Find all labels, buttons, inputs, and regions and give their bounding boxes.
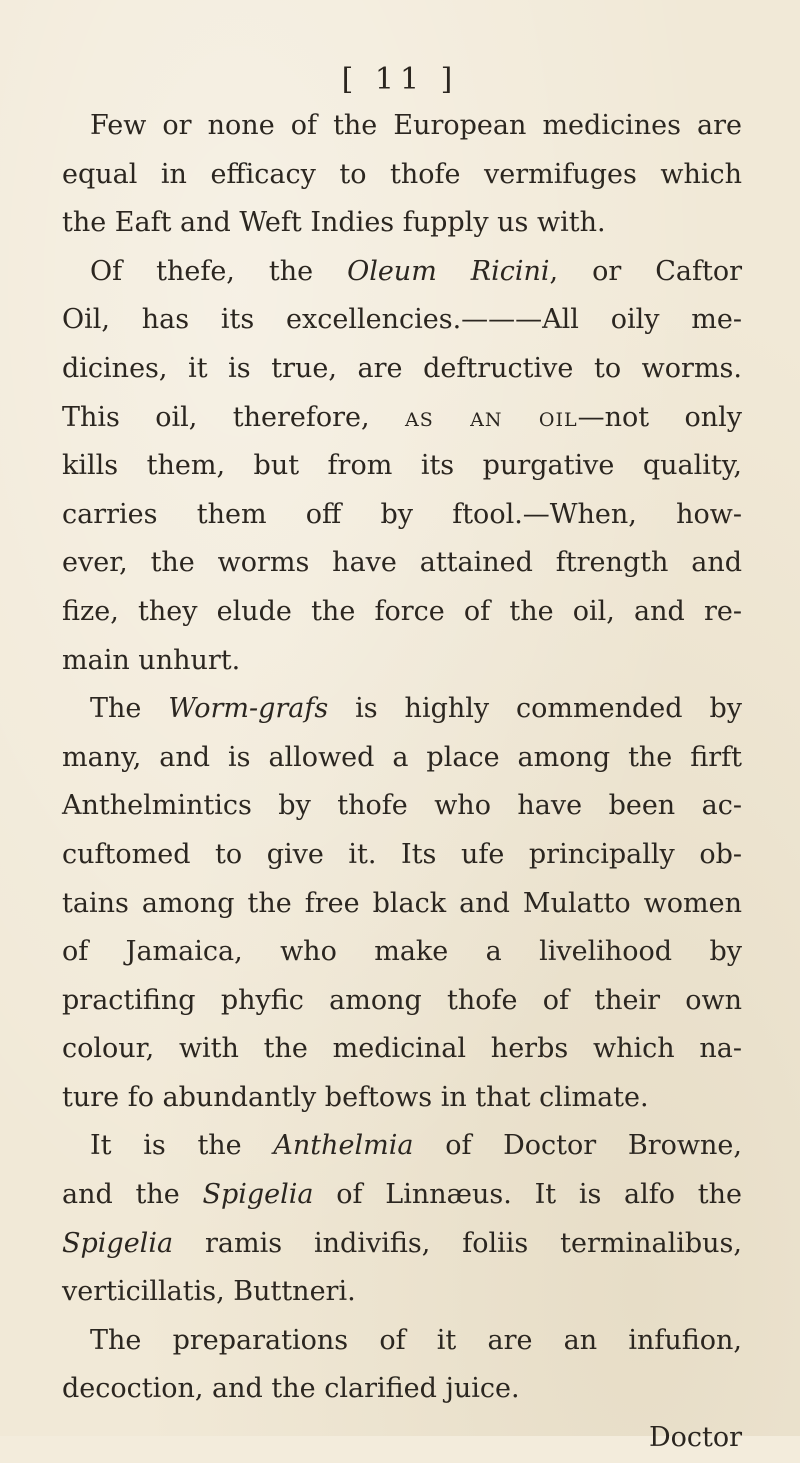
text-line: dicines, it is true, are deftructive to worms.	[62, 352, 742, 384]
text-line: many, and is allowed a place among the firft	[62, 741, 742, 773]
text-line: kills them, but from its purgative quality,	[62, 450, 742, 482]
text-line: Spigelia ramis indivifis, foliis terminalibus,	[62, 1227, 742, 1259]
text-line: fize, they elude the force of the oil, and re-	[62, 595, 742, 627]
text-line: verticillatis, Buttneri.	[62, 1276, 356, 1308]
catchword: Doctor	[648, 1422, 742, 1454]
text-line: and the Spigelia of Linnæus. It is alfo the	[62, 1179, 743, 1211]
text-line: equal in efficacy to thofe vermifuges which	[62, 158, 742, 190]
text-line: the Eaft and Weft Indies fupply us with.	[62, 207, 606, 239]
text-line: It is the Anthelmia of Doctor Browne,	[90, 1130, 742, 1162]
text-line: Few or none of the European medicines are	[90, 110, 742, 141]
text-line: ever, the worms have attained ftrength and	[62, 547, 742, 579]
text-line: The Worm-grafs is highly commended by	[90, 693, 742, 725]
text-line: tains among the free black and Mulatto women	[62, 887, 742, 919]
text-line: of Jamaica, who make a livelihood by	[62, 936, 742, 968]
body-text	[62, 102, 742, 1463]
text-line: The preparations of it are an infufion,	[90, 1324, 742, 1356]
text-line: carries them off by ftool.—When, how-	[62, 498, 742, 530]
text-line: colour, with the medicinal herbs which na-	[62, 1033, 742, 1065]
text-line: Of thefe, the Oleum Ricini, or Caftor	[90, 255, 742, 287]
text-line: cuftomed to give it. Its ufe principally ob-	[62, 838, 742, 870]
page-number: [ 11 ]	[341, 62, 459, 97]
text-line: ture fo abundantly beftows in that climate.	[62, 1081, 649, 1113]
text-line: decoction, and the clarified juice.	[62, 1373, 520, 1405]
text-line: Oil, has its excellencies.———All oily me-	[62, 304, 742, 336]
text-line: main unhurt.	[62, 644, 241, 676]
text-line: This oil, therefore, as an oil—not only	[62, 401, 742, 433]
text-line: practifing phyfic among thofe of their own	[62, 984, 742, 1016]
text-line: Anthelmintics by thofe who have been ac-	[62, 790, 742, 822]
